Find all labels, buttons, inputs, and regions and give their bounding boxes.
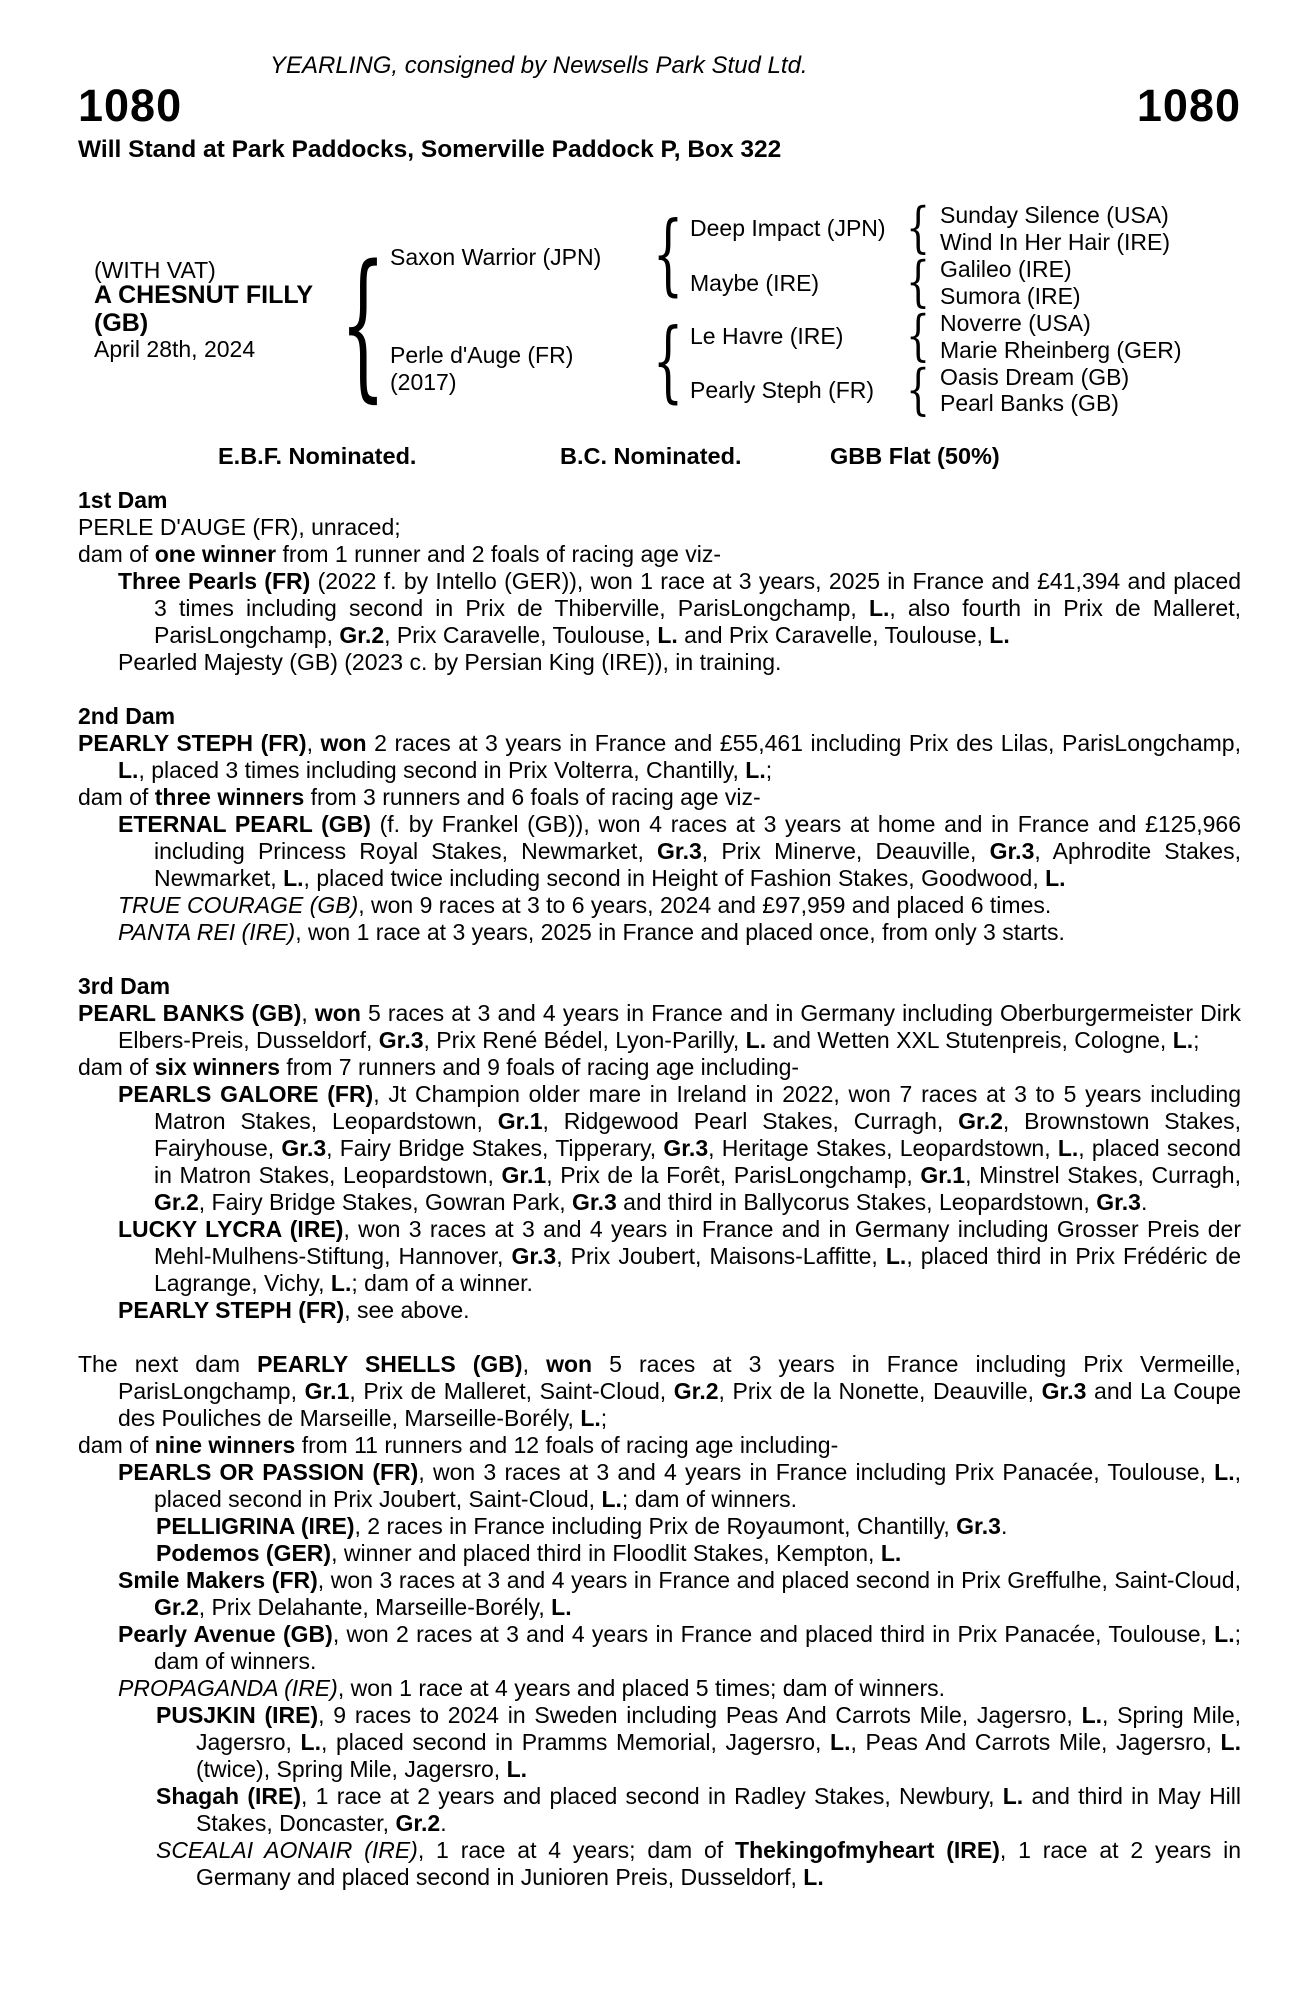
- record-paragraph: Podemos (GER), winner and placed third in Floodlit Stakes, Kempton, L.: [156, 1540, 902, 1566]
- brace-sire-parents: {: [652, 201, 684, 305]
- pedigree-tree: [78, 195, 1241, 425]
- dam-section-heading: 3rd Dam: [78, 973, 171, 999]
- nomination-ebf: E.B.F. Nominated.: [218, 443, 417, 469]
- record-paragraph: dam of one winner from 1 runner and 2 foals of racing age viz-: [78, 541, 722, 567]
- nomination-gbb: GBB Flat (50%): [830, 443, 1000, 469]
- dam-section-heading: 2nd Dam: [78, 703, 176, 729]
- record-paragraph: dam of nine winners from 11 runners and 12 foals of racing age including-: [78, 1432, 839, 1458]
- lot-number-right: 1080: [1136, 80, 1241, 131]
- record-paragraph: PERLE D'AUGE (FR), unraced;: [78, 514, 401, 540]
- lot-number-row: [78, 80, 1241, 131]
- brace-generation-1: {: [340, 229, 386, 417]
- gg-parent: Galileo (IRE): [940, 256, 1072, 282]
- sire-dam: Maybe (IRE): [690, 270, 820, 296]
- record-paragraph: SCEALAI AONAIR (IRE), 1 race at 4 years; dam of Thekingofmyheart (IRE), 1 race at 2 years in Germany and placed second in Junioren Preis, Dusseldorf, L.: [156, 1837, 1241, 1890]
- brace-gg-3: {: [905, 303, 931, 367]
- brace-gg-4: {: [905, 357, 931, 421]
- record-paragraph: PUSJKIN (IRE), 9 races to 2024 in Sweden including Peas And Carrots Mile, Jagersro, L., Spring Mile, Jagersro, L., placed second in Pramms Memorial, Jagersro, L., Peas And Carrots Mile, Jagersro, L. (twice), Spring Mile, Jagersro, L.: [156, 1702, 1241, 1782]
- foaling-date: April 28th, 2024: [94, 336, 256, 362]
- produce-record: [78, 487, 1241, 1891]
- record-paragraph: PANTA REI (IRE), won 1 race at 3 years, 2025 in France and placed once, from only 3 starts.: [118, 919, 1065, 945]
- record-paragraph: PEARLY STEPH (FR), won 2 races at 3 years in France and £55,461 including Prix des Lilas, ParisLongchamp, L., placed 3 times including second in Prix Volterra, Chantilly, L.;: [78, 730, 1241, 783]
- record-paragraph: Pearled Majesty (GB) (2023 c. by Persian King (IRE)), in training.: [118, 649, 782, 675]
- sire-sire: Deep Impact (JPN): [690, 215, 886, 241]
- dam-section: [78, 703, 1241, 946]
- brace-gg-2: {: [905, 249, 931, 313]
- record-paragraph: LUCKY LYCRA (IRE), won 3 races at 3 and 4 years in France and in Germany including Grosser Preis der Mehl-Mulhens-Stiftung, Hannover, Gr.3, Prix Joubert, Maisons-Laffitte, L., placed third in Prix Frédéric de Lagrange, Vichy, L.; dam of a winner.: [118, 1216, 1242, 1296]
- lot-number-left: 1080: [78, 80, 183, 131]
- record-paragraph: PELLIGRINA (IRE), 2 races in France including Prix de Royaumont, Chantilly, Gr.3.: [156, 1513, 1008, 1539]
- dam-section-heading: 1st Dam: [78, 487, 168, 513]
- record-paragraph: TRUE COURAGE (GB), won 9 races at 3 to 6 years, 2024 and £97,959 and placed 6 times.: [118, 892, 1052, 918]
- dam-section: [78, 1351, 1241, 1891]
- gg-parent: Sumora (IRE): [940, 283, 1081, 309]
- record-paragraph: Shagah (IRE), 1 race at 2 years and placed second in Radley Stakes, Newbury, L. and third in May Hill Stakes, Doncaster, Gr.2.: [156, 1783, 1242, 1836]
- gg-parent: Marie Rheinberg (GER): [940, 337, 1182, 363]
- dam-sire: Le Havre (IRE): [690, 323, 844, 349]
- gg-parent: Pearl Banks (GB): [940, 390, 1119, 416]
- dam-year: (2017): [390, 369, 457, 395]
- gg-parent: Wind In Her Hair (IRE): [940, 229, 1171, 255]
- brace-dam-parents: {: [652, 308, 684, 412]
- horse-name: A CHESNUT FILLY: [94, 281, 313, 309]
- stand-line: Will Stand at Park Paddocks, Somerville Paddock P, Box 322: [78, 136, 782, 163]
- brace-gg-1: {: [905, 195, 931, 259]
- dam-section: [78, 973, 1241, 1324]
- gg-parent: Sunday Silence (USA): [940, 202, 1169, 228]
- record-paragraph: PEARLY STEPH (FR), see above.: [118, 1297, 470, 1323]
- record-paragraph: dam of six winners from 7 runners and 9 foals of racing age including-: [78, 1054, 800, 1080]
- record-paragraph: ETERNAL PEARL (GB) (f. by Frankel (GB)), won 4 races at 3 years at home and in France and £125,966 including Princess Royal Stakes, Newmarket, Gr.3, Prix Minerve, Deauville, Gr.3, Aphrodite Stakes, Newmarket, L., placed twice including second in Height of Fashion Stakes, Goodwood, L.: [118, 811, 1242, 891]
- dam-name: Perle d'Auge (FR): [390, 342, 574, 368]
- record-paragraph: The next dam PEARLY SHELLS (GB), won 5 races at 3 years in France including Prix Vermeille, ParisLongchamp, Gr.1, Prix de Malleret, Saint-Cloud, Gr.2, Prix de la Nonette, Deauville, Gr.3 and La Coupe des Pouliches de Marseille, Marseille-Borély, L.;: [78, 1351, 1241, 1431]
- record-paragraph: PEARL BANKS (GB), won 5 races at 3 and 4 years in France and in Germany including Oberburgermeister Dirk Elbers-Preis, Dusseldorf, Gr.3, Prix René Bédel, Lyon-Parilly, L. and Wetten XXL Stutenpreis, Cologne, L.;: [78, 1000, 1242, 1053]
- nomination-bc: B.C. Nominated.: [560, 443, 742, 469]
- header: [78, 52, 1241, 163]
- dam-dam: Pearly Steph (FR): [690, 377, 875, 403]
- horse-name-suffix: (GB): [94, 309, 149, 337]
- record-paragraph: Smile Makers (FR), won 3 races at 3 and 4 years in France and placed second in Prix Greffulhe, Saint-Cloud, Gr.2, Prix Delahante, Marseille-Borély, L.: [118, 1567, 1241, 1620]
- record-paragraph: PEARLS OR PASSION (FR), won 3 races at 3 and 4 years in France including Prix Panacée, Toulouse, L., placed second in Prix Joubert, Saint-Cloud, L.; dam of winners.: [118, 1459, 1241, 1512]
- record-paragraph: dam of three winners from 3 runners and 6 foals of racing age viz-: [78, 784, 761, 810]
- consignor-line: YEARLING, consigned by Newsells Park Stud Ltd.: [270, 52, 808, 79]
- gg-parent: Oasis Dream (GB): [940, 364, 1130, 390]
- dam-section: [78, 487, 1241, 676]
- record-paragraph: PEARLS GALORE (FR), Jt Champion older mare in Ireland in 2022, won 7 races at 3 to 5 years including Matron Stakes, Leopardstown, Gr.1, Ridgewood Pearl Stakes, Curragh, Gr.2, Brownstown Stakes, Fairyhouse, Gr.3, Fairy Bridge Stakes, Tipperary, Gr.3, Heritage Stakes, Leopardstown, L., placed second in Matron Stakes, Leopardstown, Gr.1, Prix de la Forêt, ParisLongchamp, Gr.1, Minstrel Stakes, Curragh, Gr.2, Fairy Bridge Stakes, Gowran Park, Gr.3 and third in Ballycorus Stakes, Leopardstown, Gr.3.: [118, 1081, 1242, 1215]
- nominations-row: [78, 443, 1241, 473]
- gg-parent: Noverre (USA): [940, 310, 1091, 336]
- vat-note: (WITH VAT): [94, 257, 216, 283]
- record-paragraph: PROPAGANDA (IRE), won 1 race at 4 years and placed 5 times; dam of winners.: [118, 1675, 946, 1701]
- record-paragraph: Pearly Avenue (GB), won 2 races at 3 and 4 years in France and placed third in Prix Panacée, Toulouse, L.; dam of winners.: [118, 1621, 1242, 1674]
- record-paragraph: Three Pearls (FR) (2022 f. by Intello (GER)), won 1 race at 3 years, 2025 in France and £41,394 and placed 3 times including second in Prix de Thiberville, ParisLongchamp, L., also fourth in Prix de Malleret, ParisLongchamp, Gr.2, Prix Caravelle, Toulouse, L. and Prix Caravelle, Toulouse, L.: [118, 568, 1241, 648]
- sire-name: Saxon Warrior (JPN): [390, 244, 602, 270]
